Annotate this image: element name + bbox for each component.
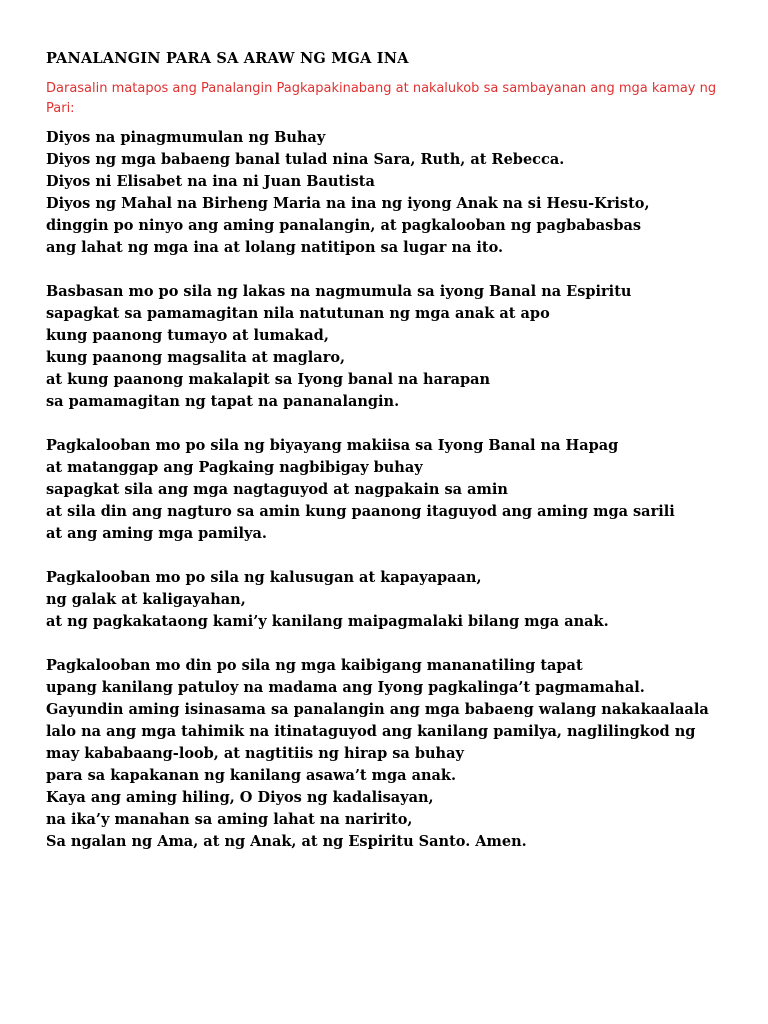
prayer-line: may kababaang-loob, at nagtitiis ng hirap sa buhay bbox=[46, 745, 464, 762]
prayer-line: dinggin po ninyo ang aming panalangin, at pagkalooban ng pagbabasbas bbox=[46, 217, 642, 234]
prayer-line: sapagkat sa pamamagitan nila natutunan ng mga anak at apo bbox=[46, 305, 550, 322]
prayer-line: Basbasan mo po sila ng lakas na nagmumula sa iyong Banal na Espiritu bbox=[46, 283, 632, 300]
prayer-line: kung paanong tumayo at lumakad, bbox=[46, 327, 329, 344]
rubric-instruction: Darasalin matapos ang Panalangin Pagkapakinabang at nakalukob sa sambayanan ang mga kamay ng Pari: bbox=[46, 81, 717, 116]
prayer-line: ang lahat ng mga ina at lolang natitipon sa lugar na ito. bbox=[46, 239, 504, 256]
stanza-1 bbox=[46, 127, 746, 259]
prayer-line: at matanggap ang Pagkaing nagbibigay buhay bbox=[46, 459, 423, 476]
prayer-line: Diyos ng mga babaeng banal tulad nina Sara, Ruth, at Rebecca. bbox=[46, 151, 565, 168]
prayer-line: sa pamamagitan ng tapat na pananalangin. bbox=[46, 393, 400, 410]
prayer-line: Diyos ng Mahal na Birheng Maria na ina ng iyong Anak na si Hesu-Kristo, bbox=[46, 195, 650, 212]
stanza-4 bbox=[46, 567, 746, 633]
prayer-line: Diyos na pinagmumulan ng Buhay bbox=[46, 129, 326, 146]
prayer-line: upang kanilang patuloy na madama ang Iyong pagkalinga’t pagmamahal. bbox=[46, 679, 645, 696]
stanza-3 bbox=[46, 435, 746, 545]
prayer-line: at sila din ang nagturo sa amin kung paanong itaguyod ang aming mga sarili bbox=[46, 503, 675, 520]
prayer-line: Kaya ang aming hiling, O Diyos ng kadalisayan, bbox=[46, 789, 434, 806]
prayer-line: at ng pagkakataong kami’y kanilang maipagmalaki bilang mga anak. bbox=[46, 613, 609, 630]
prayer-line: at kung paanong makalapit sa Iyong banal na harapan bbox=[46, 371, 491, 388]
prayer-line: Pagkalooban mo po sila ng biyayang makiisa sa Iyong Banal na Hapag bbox=[46, 437, 619, 454]
prayer-line: na ika’y manahan sa aming lahat na naririto, bbox=[46, 811, 413, 828]
prayer-line: sapagkat sila ang mga nagtaguyod at nagpakain sa amin bbox=[46, 481, 508, 498]
prayer-line: Pagkalooban mo din po sila ng mga kaibigang mananatiling tapat bbox=[46, 657, 583, 674]
stanza-5 bbox=[46, 655, 746, 853]
prayer-line: at ang aming mga pamilya. bbox=[46, 525, 267, 542]
prayer-line: lalo na ang mga tahimik na itinataguyod ang kanilang pamilya, naglilingkod ng bbox=[46, 723, 696, 740]
prayer-line: ng galak at kaligayahan, bbox=[46, 591, 246, 608]
prayer-line: Gayundin aming isinasama sa panalangin ang mga babaeng walang nakakaalaala bbox=[46, 701, 709, 718]
prayer-line: Pagkalooban mo po sila ng kalusugan at kapayapaan, bbox=[46, 569, 482, 586]
prayer-line: Diyos ni Elisabet na ina ni Juan Bautista bbox=[46, 173, 375, 190]
document-title: PANALANGIN PARA SA ARAW NG MGA INA bbox=[46, 50, 409, 67]
prayer-line: para sa kapakanan ng kanilang asawa’t mga anak. bbox=[46, 767, 457, 784]
prayer-body bbox=[46, 127, 746, 875]
prayer-line: kung paanong magsalita at maglaro, bbox=[46, 349, 346, 366]
prayer-line: Sa ngalan ng Ama, at ng Anak, at ng Espiritu Santo. Amen. bbox=[46, 833, 527, 850]
stanza-2 bbox=[46, 281, 746, 413]
